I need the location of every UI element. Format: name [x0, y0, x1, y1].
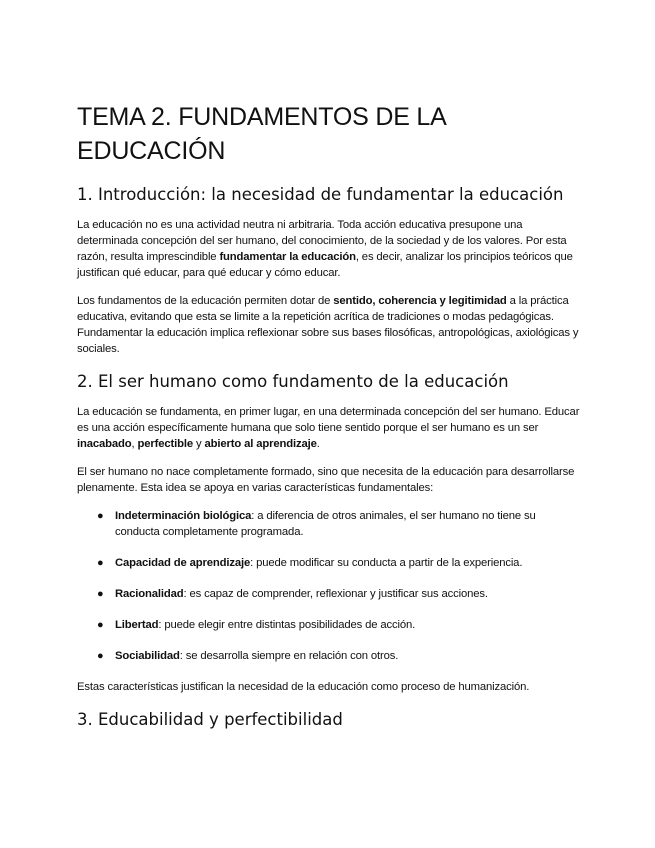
bullet-icon: ● — [97, 619, 104, 631]
list-item: ● Libertad: puede elegir entre distintas posibilidades de acción. — [97, 619, 416, 631]
list-item: ● Indeterminación biológica: a diferencia de otros animales, el ser humano no tiene su conducta completamente programada. — [97, 510, 536, 538]
list-item: ● Racionalidad: es capaz de comprender, reflexionar y justificar sus acciones. — [97, 588, 488, 600]
bold-text: inacabado — [77, 438, 132, 450]
section-2-paragraph-2: El ser humano no nace completamente formado, sino que necesita de la educación para desarrollarse plenamente. Esta idea se apoya en varias características fundamentales: — [77, 466, 575, 494]
bullet-icon: ● — [97, 557, 104, 569]
section-3-heading: 3. Educabilidad y perfectibilidad — [77, 710, 343, 729]
bold-text: perfectible — [137, 438, 193, 450]
bullet-icon: ● — [97, 650, 104, 662]
bullet-icon: ● — [97, 588, 104, 600]
characteristics-list — [77, 508, 582, 664]
bold-text: fundamentar la educación — [219, 251, 356, 263]
document-page — [77, 100, 582, 742]
section-2-paragraph-1: La educación se fundamenta, en primer lugar, en una determinada concepción del ser humano. Educar es una acción específicamente humana que solo tiene sentido porque el ser humano es un ser inacabado, perfectible y abierto al aprendizaje. — [77, 406, 580, 450]
bold-text: sentido, coherencia y legitimidad — [333, 295, 507, 307]
bold-text: abierto al aprendizaje — [204, 438, 317, 450]
section-2-paragraph-3: Estas características justifican la necesidad de la educación como proceso de humanización. — [77, 681, 530, 693]
section-1-paragraph-2: Los fundamentos de la educación permiten dotar de sentido, coherencia y legitimidad a la práctica educativa, evitando que esta se limite a la repetición acrítica de tradiciones o modas pedagógicas. Fundamentar la educación implica reflexionar sobre sus bases filosóficas, antropológicas, axiológicas y sociales. — [77, 295, 579, 355]
section-2-heading: 2. El ser humano como fundamento de la educación — [77, 372, 509, 391]
list-item: ● Capacidad de aprendizaje: puede modificar su conducta a partir de la experiencia. — [97, 557, 523, 569]
list-item: ● Sociabilidad: se desarrolla siempre en relación con otros. — [97, 650, 399, 662]
document-title: TEMA 2. FUNDAMENTOS DE LA EDUCACIÓN — [77, 103, 446, 165]
section-1-heading: 1. Introducción: la necesidad de fundamentar la educación — [77, 185, 564, 204]
section-1-paragraph-1: La educación no es una actividad neutra ni arbitraria. Toda acción educativa presupone una determinada concepción del ser humano, del conocimiento, de la sociedad y de los valores. Por esta razón, resulta imprescindible fundamentar la educación, es decir, analizar los principios teóricos que justifican qué educar, para qué educar y cómo educar. — [77, 219, 573, 279]
bullet-icon: ● — [97, 510, 104, 522]
